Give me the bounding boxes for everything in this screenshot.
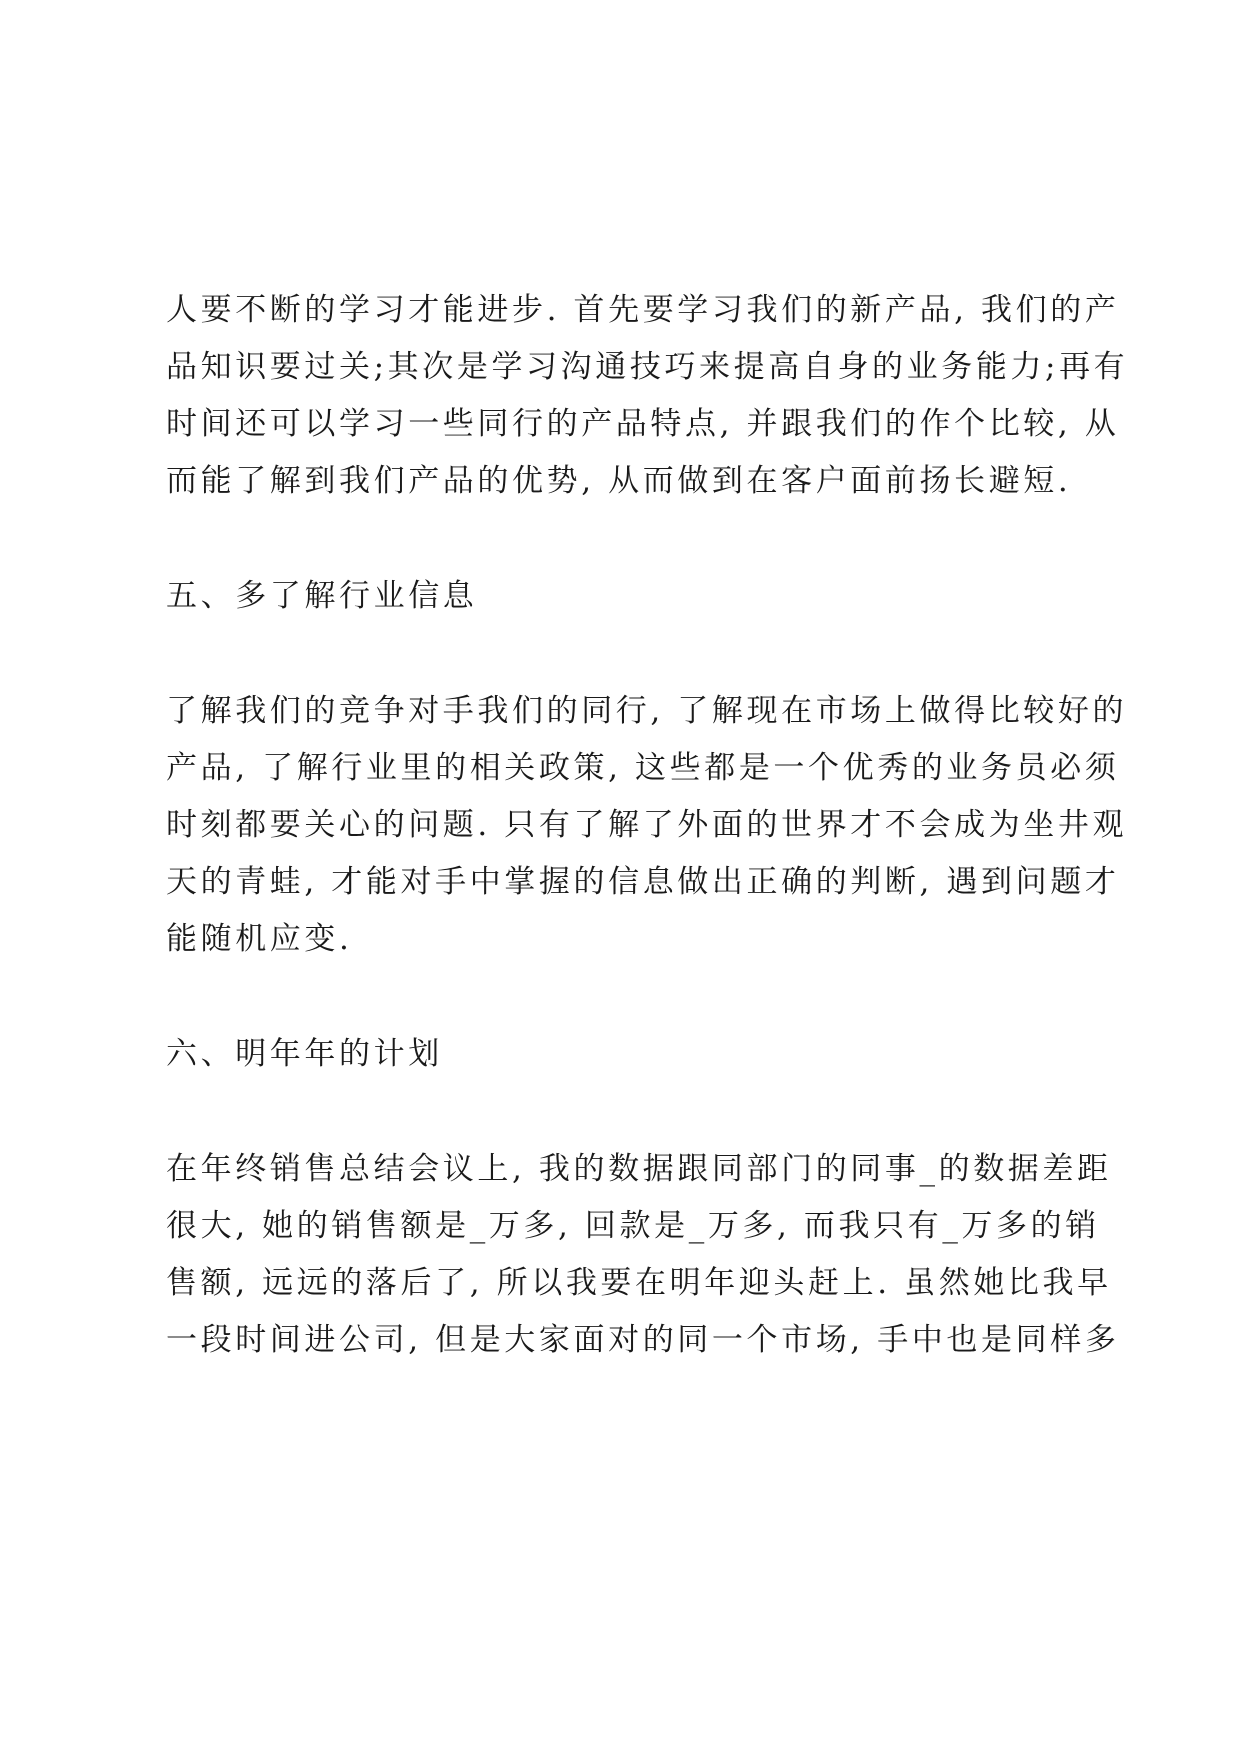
text-line: 了解我们的竞争对手我们的同行, 了解现在市场上做得比较好的: [166, 693, 1128, 729]
text-line: 品知识要过关;其次是学习沟通技巧来提高自身的业务能力;再有: [166, 349, 1129, 385]
text-line: 时间还可以学习一些同行的产品特点, 并跟我们的作个比较, 从: [166, 406, 1120, 442]
text-line: 售额, 远远的落后了, 所以我要在明年迎头赶上. 虽然她比我早: [166, 1265, 1112, 1301]
paragraph-gap: [166, 510, 1096, 568]
text-line: 一段时间进公司, 但是大家面对的同一个市场, 手中也是同样多: [166, 1322, 1120, 1358]
paragraph-learning: [166, 282, 1129, 510]
text-line: 在年终销售总结会议上, 我的数据跟同部门的同事_的数据差距: [166, 1151, 1112, 1187]
section-heading-6: 六、明年年的计划: [166, 1036, 443, 1072]
paragraph-gap: [166, 625, 1096, 683]
text-line: 时刻都要关心的问题. 只有了解了外面的世界才不会成为坐井观: [166, 807, 1128, 843]
document-body: [166, 282, 1129, 1369]
text-line: 产品, 了解行业里的相关政策, 这些都是一个优秀的业务员必须: [166, 750, 1120, 786]
text-line: 能随机应变.: [166, 921, 353, 957]
paragraph-industry-info: [166, 683, 1128, 968]
text-line: 人要不断的学习才能进步. 首先要学习我们的新产品, 我们的产: [166, 292, 1120, 328]
section-heading-5: 五、多了解行业信息: [166, 578, 478, 614]
paragraph-gap: [166, 1083, 1096, 1141]
paragraph-gap: [166, 968, 1096, 1026]
paragraph-next-year-plan: [166, 1141, 1120, 1369]
text-line: 天的青蛙, 才能对手中掌握的信息做出正确的判断, 遇到问题才: [166, 864, 1120, 900]
text-line: 而能了解到我们产品的优势, 从而做到在客户面前扬长避短.: [166, 463, 1072, 499]
text-line: 很大, 她的销售额是_万多, 回款是_万多, 而我只有_万多的销: [166, 1208, 1100, 1244]
